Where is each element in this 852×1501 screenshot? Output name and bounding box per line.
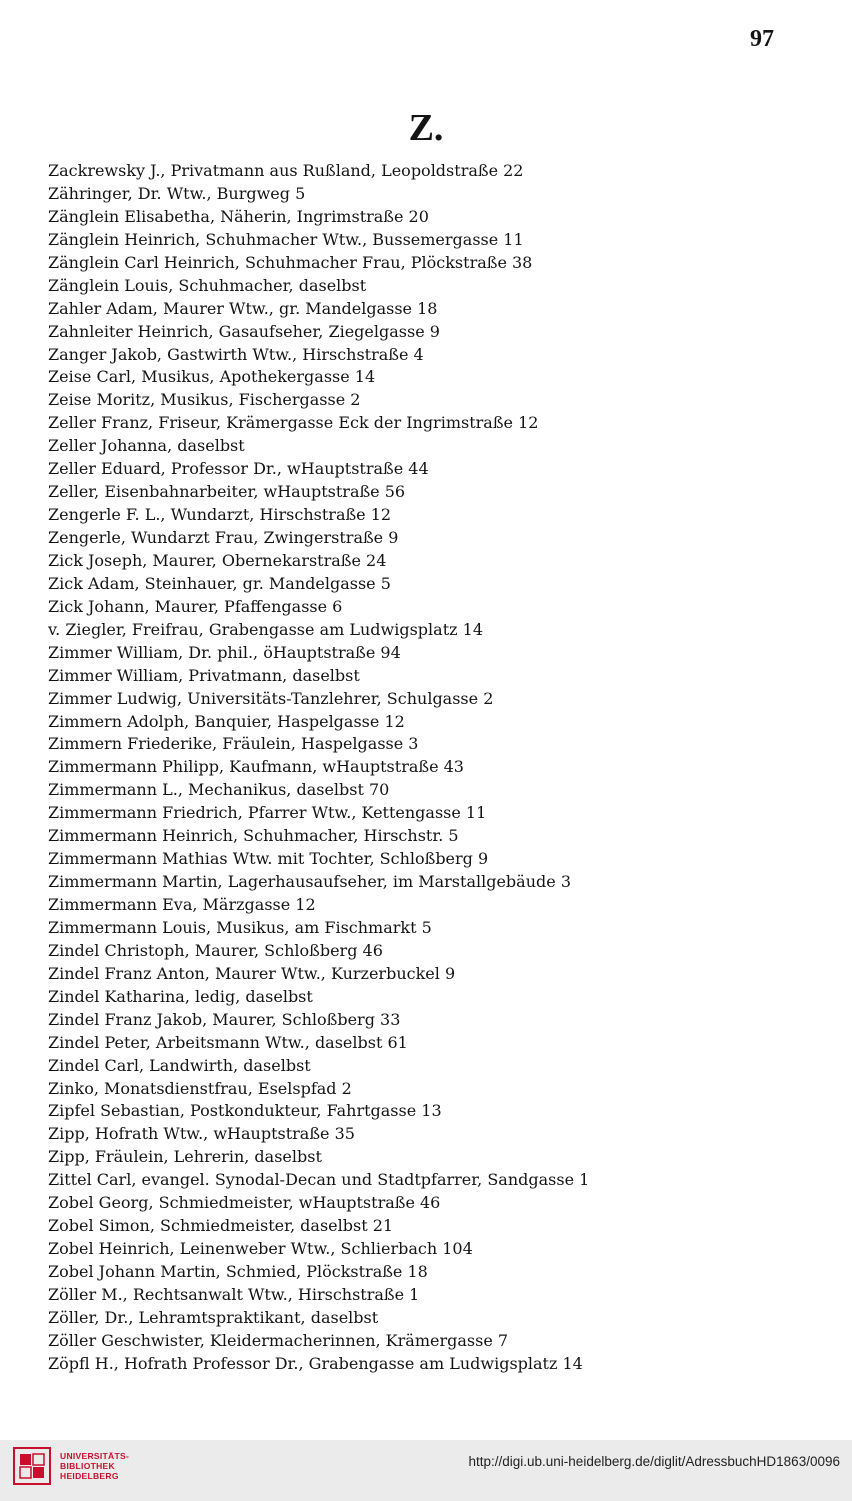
address-entry: Zeise Moritz, Musikus, Fischergasse 2 [48,390,361,410]
address-entry: Zackrewsky J., Privatmann aus Rußland, Leopoldstraße 22 [48,161,524,180]
library-name-line: UNIVERSITÄTS- [60,1451,130,1461]
address-entry: Zimmer William, Dr. phil., öHauptstraße 94 [48,642,401,662]
address-entry: Zimmermann Heinrich, Schuhmacher, Hirschstr. 5 [48,826,459,846]
university-seal-icon [12,1446,52,1486]
address-entry: Zimmermann Philipp, Kaufmann, wHauptstraße 43 [48,757,464,777]
address-entry: Zick Johann, Maurer, Pfaffengasse 6 [48,596,343,616]
address-entry: Zipp, Hofrath Wtw., wHauptstraße 35 [48,1124,355,1144]
address-entry: Zindel Franz Anton, Maurer Wtw., Kurzerbuckel 9 [48,963,456,983]
footer-bar [0,1440,852,1501]
address-entry: Zick Joseph, Maurer, Obernekarstraße 24 [48,550,387,570]
address-entry: Zipfel Sebastian, Postkondukteur, Fahrtgasse 13 [48,1101,442,1121]
address-entry: Zimmern Adolph, Banquier, Haspelgasse 12 [48,711,405,731]
address-entry: Zanger Jakob, Gastwirth Wtw., Hirschstraße 4 [48,344,424,364]
address-entry: Zimmermann L., Mechanikus, daselbst 70 [48,780,390,800]
address-entry-list [48,160,848,1376]
address-entry: Zöller Geschwister, Kleidermacherinnen, Krämergasse 7 [48,1330,509,1350]
address-entry: Zindel Carl, Landwirth, daselbst [48,1055,311,1075]
address-entry: Zipp, Fräulein, Lehrerin, daselbst [48,1147,322,1167]
address-entry: Zöpfl H., Hofrath Professor Dr., Grabengasse am Ludwigsplatz 14 [48,1353,583,1373]
address-entry: Zänglein Carl Heinrich, Schuhmacher Frau, Plöckstraße 38 [48,252,533,272]
address-entry: Zeller Eduard, Professor Dr., wHauptstraße 44 [48,459,429,479]
section-letter-heading: Z. [408,107,444,149]
address-entry: Zittel Carl, evangel. Synodal-Decan und Stadtpfarrer, Sandgasse 1 [48,1170,590,1190]
library-name [60,1451,129,1481]
address-entry: Zobel Heinrich, Leinenweber Wtw., Schlierbach 104 [48,1239,473,1259]
address-entry: Zeller, Eisenbahnarbeiter, wHauptstraße 56 [48,482,406,502]
library-name-line: BIBLIOTHEK [60,1461,115,1471]
address-entry: Zöller, Dr., Lehramtspraktikant, daselbst [48,1307,379,1327]
address-entry: Zinko, Monatsdienstfrau, Eselspfad 2 [48,1078,352,1098]
address-entry: Zöller M., Rechtsanwalt Wtw., Hirschstraße 1 [48,1284,420,1304]
address-entry: Zeise Carl, Musikus, Apothekergasse 14 [48,367,376,387]
address-entry: Zimmermann Martin, Lagerhausaufseher, im Marstallgebäude 3 [48,872,571,892]
address-entry: Zimmermann Eva, Märzgasse 12 [48,895,316,914]
address-entry: Zänglein Heinrich, Schuhmacher Wtw., Bussemergasse 11 [48,229,524,249]
address-entry: Zobel Simon, Schmiedmeister, daselbst 21 [48,1216,394,1236]
source-url-link[interactable]: http://digi.ub.uni-heidelberg.de/diglit/AdressbuchHD1863/0096 [468,1454,840,1469]
address-entry: Zobel Johann Martin, Schmied, Plöckstraße 18 [48,1262,428,1281]
address-entry: Zimmern Friederike, Fräulein, Haspelgasse 3 [48,734,419,754]
address-entry: Zindel Christoph, Maurer, Schloßberg 46 [48,940,383,960]
address-entry: Zimmer Ludwig, Universitäts-Tanzlehrer, Schulgasse 2 [48,688,494,708]
address-entry: Zick Adam, Steinhauer, gr. Mandelgasse 5 [48,573,391,593]
address-entry: Zimmermann Friedrich, Pfarrer Wtw., Kettengasse 11 [48,803,487,823]
address-entry: Zahler Adam, Maurer Wtw., gr. Mandelgasse 18 [48,298,438,318]
address-entry: Zänglein Louis, Schuhmacher, daselbst [48,275,367,295]
address-entry: Zimmermann Mathias Wtw. mit Tochter, Schloßberg 9 [48,849,489,869]
address-entry: Zimmermann Louis, Musikus, am Fischmarkt 5 [48,917,432,937]
address-entry: Zimmer William, Privatmann, daselbst [48,665,360,685]
address-entry: Zengerle F. L., Wundarzt, Hirschstraße 12 [48,505,392,525]
address-entry: Zobel Georg, Schmiedmeister, wHauptstraße 46 [48,1193,441,1213]
address-entry: Zahnleiter Heinrich, Gasaufseher, Ziegelgasse 9 [48,321,440,341]
address-entry: Zähringer, Dr. Wtw., Burgweg 5 [48,183,306,203]
address-entry: Zeller Franz, Friseur, Krämergasse Eck der Ingrimstraße 12 [48,413,539,433]
address-entry: Zindel Katharina, ledig, daselbst [48,986,313,1006]
address-entry: Zindel Franz Jakob, Maurer, Schloßberg 33 [48,1009,401,1029]
address-entry: Zengerle, Wundarzt Frau, Zwingerstraße 9 [48,528,399,547]
library-name-line: HEIDELBERG [60,1471,119,1481]
address-entry: Zeller Johanna, daselbst [48,436,245,456]
address-entry: v. Ziegler, Freifrau, Grabengasse am Ludwigsplatz 14 [48,619,484,639]
address-entry: Zindel Peter, Arbeitsmann Wtw., daselbst 61 [48,1032,408,1052]
page-number: 97 [750,26,774,52]
library-logo[interactable] [12,1446,129,1486]
address-entry: Zänglein Elisabetha, Näherin, Ingrimstraße 20 [48,206,429,226]
